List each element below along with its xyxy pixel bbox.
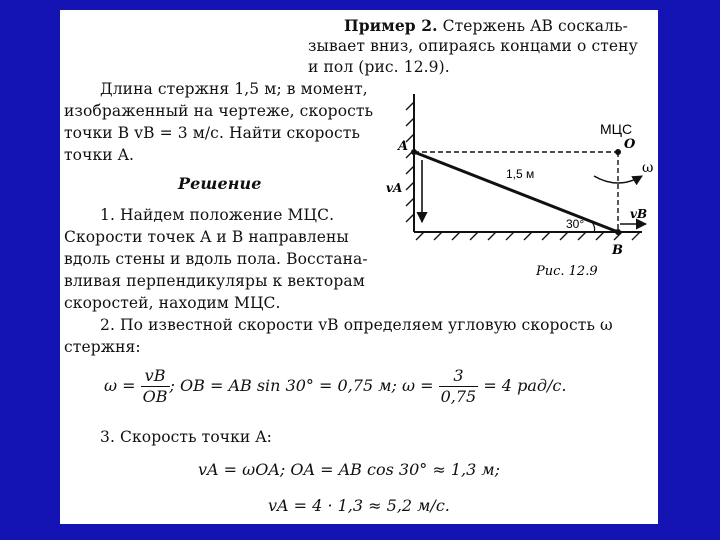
step2-line-2: стержня: xyxy=(64,338,141,356)
point-o-label: O xyxy=(624,137,636,152)
point-b-dot xyxy=(615,229,621,235)
step1-line-2: Скорости точек A и B направлены xyxy=(64,228,349,246)
omega-label: ω xyxy=(642,160,654,176)
fraction-vb-ob: $\frac{vB}{OB}$ xyxy=(142,366,168,406)
step1-line-1: 1. Найдем положение МЦС. xyxy=(100,206,335,224)
step2-line-1: 2. По известной скорости vB определяем угловую скорость ω xyxy=(100,316,613,334)
rod-length-label: 1,5 м xyxy=(506,167,535,181)
va-label: vA xyxy=(386,181,403,195)
point-o-dot xyxy=(615,149,621,155)
statement-line-5: изображенный на чертеже, скорость xyxy=(64,102,374,120)
example-heading: Пример 2. xyxy=(344,16,438,35)
vb-label: vB xyxy=(630,207,648,221)
figure-caption: Рис. 12.9 xyxy=(536,264,598,279)
statement-line-4: Длина стержня 1,5 м; в момент, xyxy=(100,80,368,98)
step1-line-4: вливая перпендикуляры к векторам xyxy=(64,272,365,290)
step1-line-3: вдоль стены и вдоль пола. Восстана- xyxy=(64,250,368,268)
figure-12-9 xyxy=(380,82,654,279)
floor-hatching xyxy=(416,232,640,240)
formula-va-oa: vA = ωOA; OA = AB cos 30° ≈ 1,3 м; xyxy=(198,460,501,479)
formula-omega: ω = $\frac{vB}{OB}$ ; OB = AB sin 30° = 0,75 м; ω = $\frac{3}{0,75}$ = 4 рад/с. xyxy=(104,366,567,406)
angle-label: 30° xyxy=(566,217,585,231)
document-page xyxy=(60,10,658,524)
solution-heading: Решение xyxy=(178,174,262,193)
mcs-label: МЦС xyxy=(600,121,633,137)
statement-line-7: точки A. xyxy=(64,146,135,164)
statement-line-3: и пол (рис. 12.9). xyxy=(308,58,450,76)
rod-ab xyxy=(414,152,618,232)
formula-va-result: vA = 4 · 1,3 ≈ 5,2 м/с. xyxy=(268,496,450,515)
point-a-label: A xyxy=(398,139,409,154)
step3-line: 3. Скорость точки A: xyxy=(100,428,272,446)
statement-line-6: точки B vB = 3 м/с. Найти скорость xyxy=(64,124,360,142)
statement-line-1: Пример 2. Стержень AB соскаль- xyxy=(344,16,628,35)
fraction-3-075: $\frac{3}{0,75}$ xyxy=(440,366,477,406)
statement-line-2: зывает вниз, опираясь концами о стену xyxy=(308,37,638,55)
point-b-label: B xyxy=(612,243,623,258)
wall-hatching xyxy=(406,102,414,222)
point-a-dot xyxy=(411,149,417,155)
step1-line-5: скоростей, находим МЦС. xyxy=(64,294,281,312)
